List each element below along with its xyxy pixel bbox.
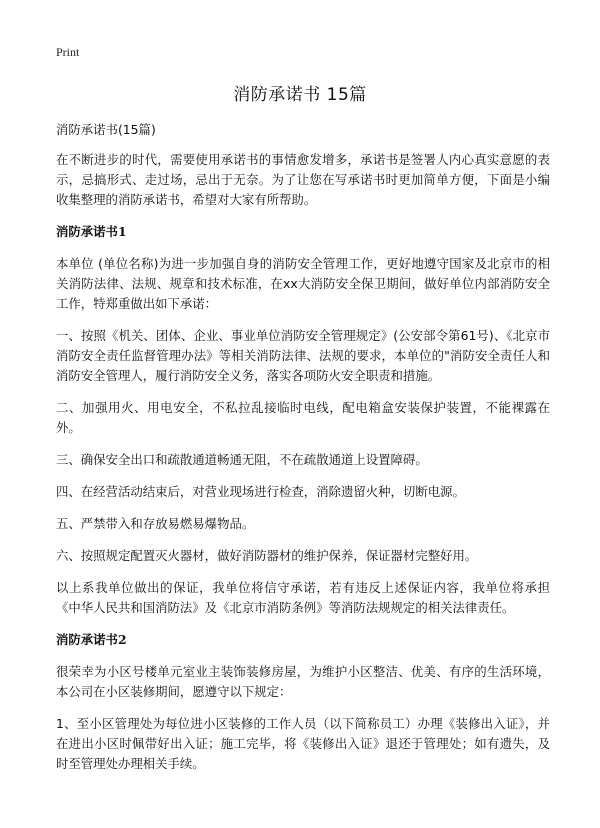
section1-paragraph: 二、加强用火、用电安全，不私拉乱接临时电线，配电箱盒安装保护装置，不能裸露在外。 [56,400,550,435]
section2-paragraph: 1、至小区管理处为每位进小区装修的工作人员（以下简称员工）办理《装修出入证》，并在进出小区时佩带好出入证；施工完毕，将《装修出入证》退还于管理处；如有遗失，及时至管理处办理相关手续。 [56,716,550,771]
document-subtitle: 消防承诺书(15篇) [56,122,156,137]
section1-paragraph: 三、确保安全出口和疏散通道畅通无阻，不在疏散通道上设置障碍。 [56,452,428,467]
section-heading-1: 消防承诺书1 [56,224,127,239]
document-body [56,120,550,786]
intro-paragraph: 在不断进步的时代，需要使用承诺书的事情愈发增多，承诺书是签署人内心真实意愿的表示，忌搞形式、走过场，忌出于无奈。为了让您在写承诺书时更加简单方便，下面是小编收集整理的消防承诺书，希望对大家有所帮助。 [56,152,550,207]
section1-paragraph: 本单位 (单位名称)为进一步加强自身的消防安全管理工作，更好地遵守国家及北京市的相关消防法律、法规、规章和技术标准，在xx大消防安全保卫期间，做好单位内部消防安全工作，特郑重做出如下承诺： [56,256,550,311]
section1-paragraph: 六、按照规定配置灭火器材，做好消防器材的维护保养，保证器材完整好用。 [56,548,478,563]
section1-paragraph: 四、在经营活动结束后，对营业现场进行检查，消除遗留火种，切断电源。 [56,484,465,499]
print-label: Print [56,45,80,59]
section1-paragraph: 一、按照《机关、团体、企业、事业单位消防安全管理规定》(公安部令第61号)、《北京市消防安全责任监督管理办法》等相关消防法律、法规的要求，本单位的"消防安全责任人和消防安全管理人，履行消防安全义务，落实各项防火安全职责和措施。 [56,328,550,383]
section2-paragraph: 很荣幸为小区号楼单元室业主装饰装修房屋，为维护小区整洁、优美、有序的生活环境，本公司在小区装修期间，愿遵守以下规定： [56,664,550,699]
document-title: 消防承诺书 15篇 [233,85,367,105]
section1-paragraph: 五、严禁带入和存放易燃易爆物品。 [56,516,255,531]
section1-paragraph: 以上系我单位做出的保证，我单位将信守承诺，若有违反上述保证内容，我单位将承担《中华人民共和国消防法》及《北京市消防条例》等消防法规规定的相关法律责任。 [56,580,550,615]
section-heading-2: 消防承诺书2 [56,632,127,647]
